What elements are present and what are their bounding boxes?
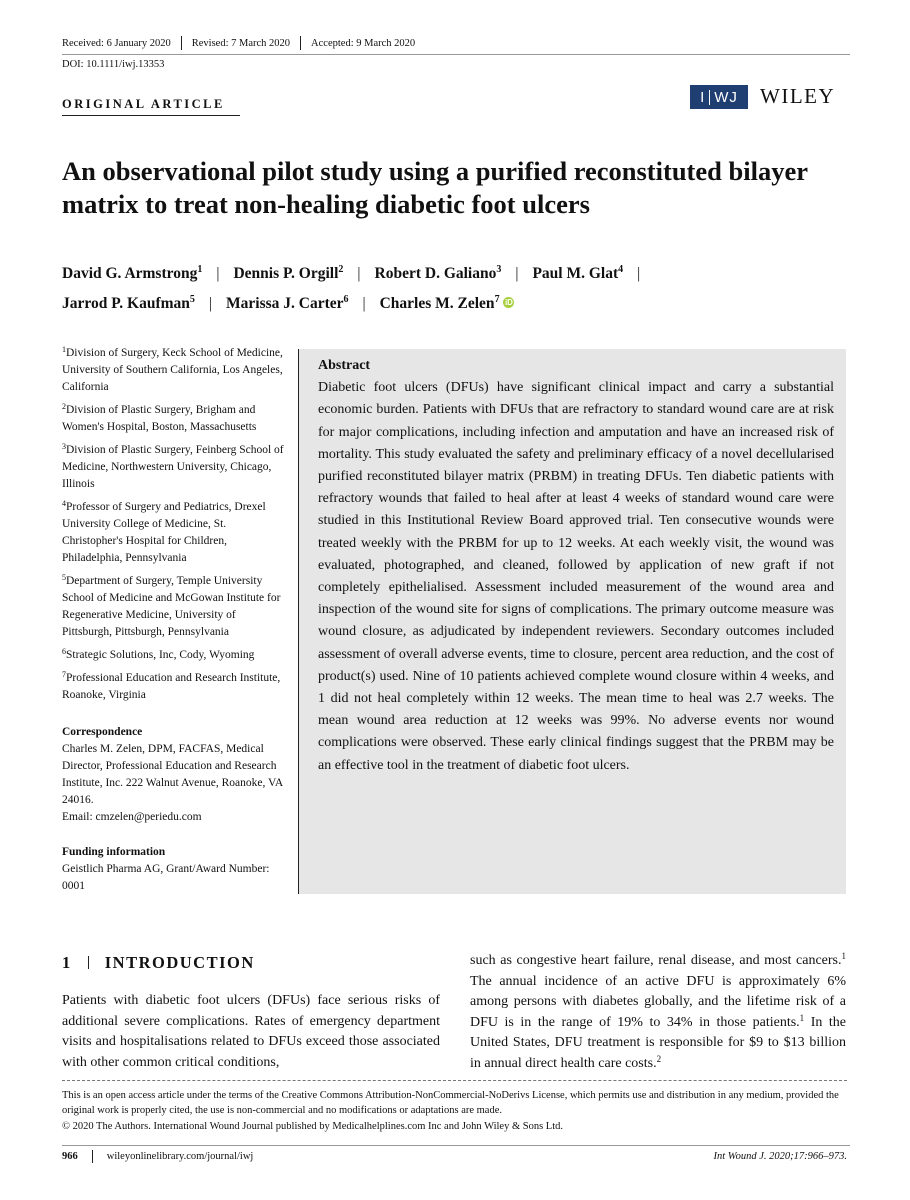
intro-column-right: such as congestive heart failure, renal disease, and most cancers.$^1$ The annual incidence of an active DFU is approximately 6% among persons with diabetes globally, and the lifetime risk of a DFU is in the range of 19% to 34% in those patients.$^1$ In the United States, DFU treatment is responsible for $9 to $13 billion in annual direct health care costs.$^2$: [470, 951, 847, 1071]
affiliation: $^4$Professor of Surgery and Pediatrics, Drexel University College of Medicine, St. Christopher's Hospital for Children, Philadelphia, Pennsylvania: [62, 499, 266, 564]
citation-ref[interactable]: 1: [841, 951, 846, 961]
citation-ref[interactable]: 2: [656, 1053, 662, 1064]
footer-rule: [62, 1145, 850, 1146]
author[interactable]: Charles M. Zelen$^7$: [379, 294, 500, 312]
affiliation: $^6$Strategic Solutions, Inc, Cody, Wyoming: [62, 647, 255, 661]
citation-ref[interactable]: 1: [799, 1012, 805, 1023]
affiliation: $^2$Division of Plastic Surgery, Brigham and Women's Hospital, Boston, Massachusetts: [62, 402, 257, 433]
abstract-left-rule: [298, 349, 299, 894]
abstract-heading: Abstract: [318, 358, 371, 373]
author[interactable]: Dennis P. Orgill$^2$: [233, 264, 344, 282]
page-number: 966: [62, 1151, 78, 1162]
correspondence-heading: Correspondence: [62, 726, 143, 738]
page-footer: [62, 1150, 847, 1163]
author[interactable]: Jarrod P. Kaufman$^5$: [62, 294, 195, 312]
author[interactable]: Robert D. Galiano$^3$: [374, 264, 502, 282]
author[interactable]: Paul M. Glat$^4$: [532, 264, 624, 282]
affiliation: $^3$Division of Plastic Surgery, Feinberg School of Medicine, Northwestern University, Chicago, Illinois: [62, 442, 284, 490]
journal-citation: Int Wound J. 2020;17:966–973.: [713, 1151, 847, 1162]
license-notice: [62, 1088, 847, 1134]
funding-heading: Funding information: [62, 846, 166, 858]
wiley-logo: WILEY: [760, 84, 836, 108]
intro-column-left: Patients with diabetic foot ulcers (DFUs) face serious risks of additional severe complications. Rates of emergency department visits and hospitalisations related to DFUs exceed those associated with other common critical conditions,: [62, 993, 440, 1070]
author-list: David G. Armstrong$^1$ | Dennis P. Orgill$^2$ | Robert D. Galiano$^3$ | Paul M. Glat$^4$ | Jarrod P. Kaufman$^5$ | Marissa J. Carter$^6$ | Charles M. Zelen$^7$ iD: [62, 264, 641, 312]
abstract-text: Diabetic foot ulcers (DFUs) have significant clinical impact and carry a substantial economic burden. Patients with DFUs that are refractory to standard wound care are at risk for major complications, including infection and amputation and have an increased risk of mortality. This study evaluated the safety and preliminary efficacy of a novel decellularised purified reconstituted bilayer matrix (PRBM) in treating DFUs. Ten diabetic patients with refractory wounds that failed to heal after at least 4 weeks of standard wound care were studied in this Institutional Review Board approved trial. Ten consecutive wounds were treated weekly with the PRBM for up to 12 weeks. At each weekly visit, the wound was evaluated, photographed, and cleaned, followed by application of new graft if not completely epithelialised. Assessment included measurement of the wound area and inspection of the wound site for signs of complications. The primary outcome measure was wound closure, as adjudicated by independent reviewers. Secondary outcomes included assessment of overall adverse events, time to closure, percent area reduction, and the cost of product(s) used. Nine of 10 patients achieved complete wound closure within 4 weeks, and 1 did not heal completely within 12 weeks. The mean time to heal was 2.7 weeks. The mean wound area reduction at 12 weeks was 99%. No adverse events nor wound complications were observed. These early clinical findings suggest that the PRBM may be an effective tool in the treatment of diabetic foot ulcers.: [318, 380, 834, 773]
logo-bar: [709, 90, 710, 105]
divider: [181, 36, 182, 50]
author[interactable]: David G. Armstrong$^1$: [62, 264, 203, 282]
affiliation: $^5$Department of Surgery, Temple University School of Medicine and McGowan Institute for Regenerative Medicine, University of Pittsburgh, Pittsburgh, Pennsylvania: [62, 573, 281, 638]
funding-text: Geistlich Pharma AG, Grant/Award Number: 0001: [62, 863, 270, 892]
revised-date: Revised: 7 March 2020: [191, 37, 291, 49]
logo-text-right: WJ: [714, 88, 738, 106]
author[interactable]: Marissa J. Carter$^6$: [226, 294, 349, 312]
divider: [300, 36, 301, 50]
publication-dates: [62, 36, 415, 50]
orcid-icon[interactable]: iD: [504, 298, 513, 307]
article-type-underline: [62, 115, 240, 116]
journal-url[interactable]: wileyonlinelibrary.com/journal/iwj: [106, 1151, 254, 1162]
affiliation: $^1$Division of Surgery, Keck School of Medicine, University of Southern California, Los Angeles, California: [62, 345, 283, 393]
section-heading: [62, 953, 255, 973]
section-title: INTRODUCTION: [104, 953, 255, 972]
affiliations: [62, 345, 287, 895]
copyright-text: © 2020 The Authors. International Wound Journal published by Medicalhelplines.com Inc and John Wiley & Sons Ltd.: [62, 1120, 564, 1132]
correspondence-email[interactable]: Email: cmzelen@periedu.com: [62, 811, 202, 823]
accepted-date: Accepted: 9 March 2020: [311, 37, 416, 49]
correspondence-text: Charles M. Zelen, DPM, FACFAS, Medical Director, Professional Education and Research Institute, Inc. 222 Walnut Avenue, Roanoke, VA 24016.: [62, 743, 283, 806]
doi[interactable]: DOI: 10.1111/iwj.13353: [62, 59, 165, 70]
affiliation: $^7$Professional Education and Research Institute, Roanoke, Virginia: [62, 670, 281, 701]
section-number: 1: [62, 953, 72, 972]
license-divider: [62, 1080, 847, 1081]
received-date: Received: 6 January 2020: [62, 37, 171, 49]
article-title: An observational pilot study using a purified reconstituted bilayer matrix to treat non-healing diabetic foot ulcers: [62, 156, 808, 219]
divider: [92, 1150, 93, 1163]
license-text: This is an open access article under the terms of the Creative Commons Attribution-NonCommercial-NoDerivs License, which permits use and distribution in any medium, provided the original work is properly cited, the use is non-commercial and no modifications or adaptations are made.: [62, 1090, 839, 1117]
logo-text-left: I: [700, 88, 706, 106]
iwj-logo: [690, 85, 748, 109]
article-type: ORIGINAL ARTICLE: [62, 97, 225, 111]
header-rule: [62, 54, 850, 55]
abstract: [318, 355, 834, 777]
